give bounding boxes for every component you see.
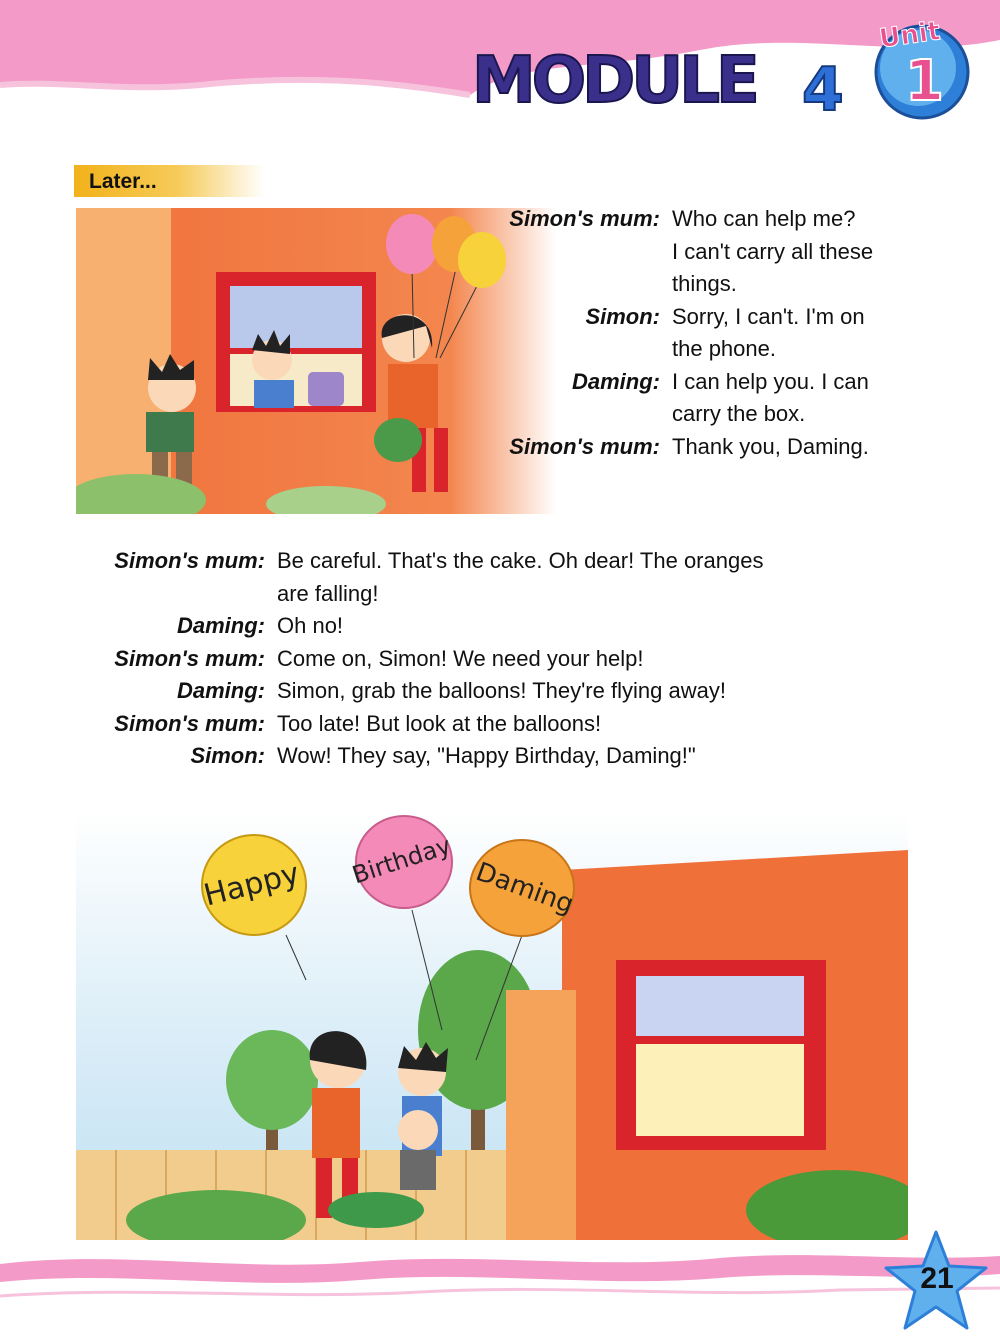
dialogue-line <box>470 366 930 431</box>
dialogue-top <box>470 203 930 463</box>
speaker-name: Simon's mum: <box>509 206 660 231</box>
module-title-logo <box>470 30 860 120</box>
balloon-birthday-text: Birthday <box>348 831 455 890</box>
dialogue-line <box>75 708 895 741</box>
speaker-name: Daming: <box>177 613 265 638</box>
scene-label: Later... <box>74 165 264 197</box>
speech-text: Oh no! <box>277 613 344 638</box>
dialogue-line <box>470 301 930 366</box>
speaker-name: Simon: <box>190 743 265 768</box>
dialogue-line <box>75 675 895 708</box>
speech-line: Thank you, Daming. <box>672 433 869 459</box>
speech-text <box>672 366 930 431</box>
speech-text: Come on, Simon! We need your help! <box>277 645 644 671</box>
speech-text: Too late! But look at the balloons! <box>277 710 602 736</box>
unit-number: 1 <box>905 49 944 114</box>
dialogue-line <box>75 740 895 773</box>
unit-badge <box>860 10 990 120</box>
balloon-daming-text: Daming <box>471 857 578 920</box>
speech-line: I can't carry all these <box>672 238 874 264</box>
dialogue-line <box>470 203 930 301</box>
speech-text <box>672 431 930 464</box>
speech-line: things. <box>672 271 737 296</box>
unit-label: Unit <box>877 16 943 55</box>
speaker-name: Simon's mum: <box>114 645 265 671</box>
scene2-illustration <box>76 810 908 1240</box>
dialogue-bottom <box>75 545 895 773</box>
speaker-name: Simon's mum: <box>509 433 660 459</box>
speaker-name: Simon's mum: <box>114 710 265 736</box>
dialogue-line <box>75 610 895 643</box>
footer-wave-decoration <box>0 1240 1000 1336</box>
speech-text <box>672 301 930 366</box>
module-label: MODULE <box>472 44 756 118</box>
speaker-name: Daming: <box>177 678 265 703</box>
page-number: 21 <box>920 1262 954 1295</box>
speech-text <box>277 545 895 610</box>
speaker-name: Simon: <box>585 303 660 329</box>
speech-line: carry the box. <box>672 401 806 426</box>
speech-line: Who can help me? <box>672 206 856 231</box>
dialogue-line <box>75 643 895 676</box>
speech-line: the phone. <box>672 336 776 361</box>
speech-text: Wow! They say, "Happy Birthday, Daming!" <box>277 743 696 768</box>
speech-line: I can help you. I can <box>672 368 869 394</box>
dialogue-line <box>470 431 930 464</box>
balloon-happy-text: Happy <box>200 856 303 914</box>
speech-line: are falling! <box>277 580 379 606</box>
speech-text <box>672 203 930 301</box>
speech-text: Simon, grab the balloons! They're flying away! <box>277 678 726 703</box>
speaker-name: Daming: <box>572 368 660 394</box>
speech-line: Sorry, I can't. I'm on <box>672 303 865 329</box>
speaker-name: Simon's mum: <box>114 548 265 573</box>
module-number: 4 <box>802 55 844 120</box>
speech-line: Be careful. That's the cake. Oh dear! The oranges <box>277 548 764 573</box>
dialogue-line <box>75 545 895 610</box>
